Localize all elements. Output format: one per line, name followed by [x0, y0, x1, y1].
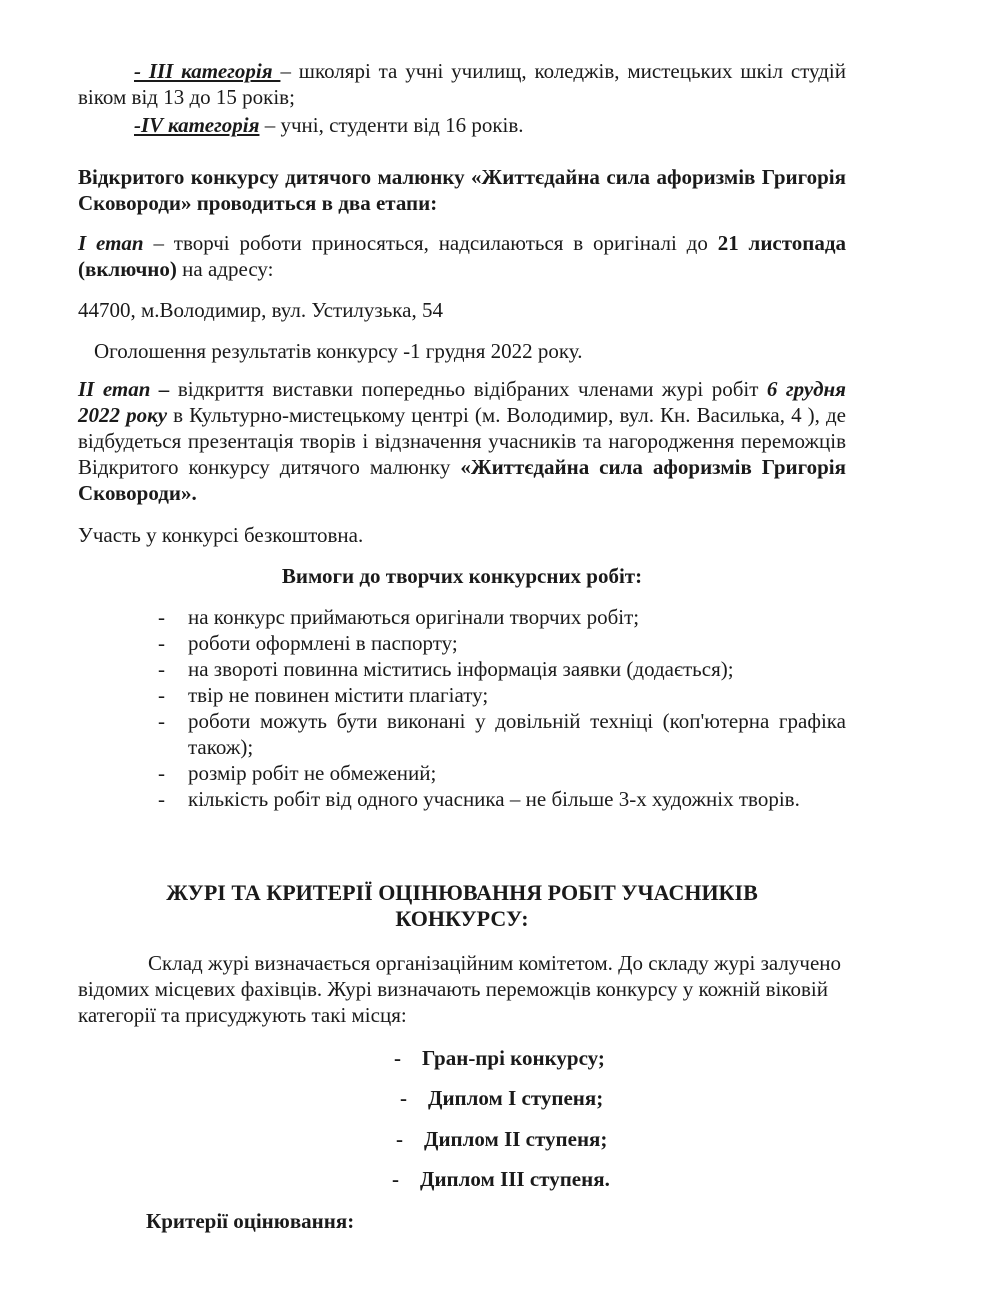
category-3-label: - III категорія — [134, 59, 281, 83]
stage-2-paragraph — [78, 376, 846, 506]
place-diploma-3: - Диплом ІІІ ступеня. — [392, 1167, 610, 1191]
stage-2-contest-name: «Життєдайна сила афоризмів Григорія Сковороди». — [78, 455, 846, 505]
stage-1-deadline: 21 листопада (включно) — [78, 231, 847, 281]
category-4-text: – учні, студенти від 16 років. — [259, 113, 524, 137]
requirement-item: - розмір робіт не обмежений; — [158, 760, 846, 786]
requirement-item: - твір не повинен містити плагіату; — [158, 682, 846, 708]
jury-text: Склад журі визначається організаційним комітетом. До складу журі залучено відомих місцевих фахівців. Журі визначають переможців конкурсу у кожній віковій категорії та присуджують такі місця: — [78, 951, 842, 1027]
place-diploma-2-label: Диплом ІІ ступеня; — [424, 1127, 608, 1151]
place-diploma-2: - Диплом ІІ ступеня; — [396, 1127, 608, 1151]
place-grand-prix: - Гран-прі конкурсу; — [394, 1046, 605, 1070]
place-diploma-1-label: Диплом І ступеня; — [428, 1086, 604, 1110]
category-4-label: -IV категорія — [134, 113, 260, 137]
place-diploma-1: - Диплом І ступеня; — [400, 1086, 604, 1110]
stage-2-text-a: відкриття виставки попередньо відібраних членами журі робіт — [169, 377, 767, 401]
category-3-text: – школярі та учні училищ, коледжів, мистецьких шкіл студій віком від 13 до 15 років; — [78, 59, 846, 109]
criteria-heading: Критерії оцінювання: — [146, 1209, 355, 1233]
place-grand-prix-label: Гран-прі конкурсу; — [422, 1046, 605, 1070]
stage-2-label: ІІ етап – — [78, 377, 170, 401]
stage-2-text-b: в Культурно-мистецькому центрі (м. Володимир, вул. Кн. Василька, 4 ), де відбудеться презентація творів і відзначення учасників та нагородження переможців Відкритого конкурсу дитячого малюнку — [78, 403, 846, 479]
stage-1-paragraph — [78, 230, 846, 282]
free-participation: Участь у конкурсі безкоштовна. — [78, 523, 364, 547]
requirement-item: - роботи оформлені в паспорту; — [158, 630, 846, 656]
requirements-list — [158, 604, 846, 812]
stage-1-text-b: на адресу: — [176, 257, 274, 281]
stage-1-label: І етап — [78, 231, 144, 255]
requirement-item: - роботи можуть бути виконані у довільній техніці (коп'ютерна графіка також); — [158, 708, 846, 760]
address: 44700, м.Володимир, вул. Устилузька, 54 — [78, 298, 443, 322]
jury-heading-line-2: КОНКУРСУ: — [395, 906, 529, 931]
category-4-paragraph — [78, 112, 846, 138]
results-announcement: Оголошення результатів конкурсу -1 грудня 2022 року. — [94, 339, 583, 363]
stages-intro: Відкритого конкурсу дитячого малюнку «Життєдайна сила афоризмів Григорія Сковороди» проводиться в два етапи: — [78, 165, 846, 215]
requirement-item: - на звороті повинна міститись інформація заявки (додається); — [158, 656, 846, 682]
requirements-heading: Вимоги до творчих конкурсних робіт: — [281, 564, 643, 588]
requirement-item: - на конкурс приймаються оригінали творчих робіт; — [158, 604, 846, 630]
stage-1-text-a: – творчі роботи приносяться, надсилаються в оригіналі до — [143, 231, 718, 255]
requirement-item: - кількість робіт від одного учасника – не більше 3-х художніх творів. — [158, 786, 846, 812]
place-diploma-3-label: Диплом ІІІ ступеня. — [420, 1167, 610, 1191]
category-3-paragraph — [78, 58, 846, 110]
stage-2-date: 6 грудня 2022 року — [78, 377, 846, 427]
jury-heading-line-1: ЖУРІ ТА КРИТЕРІЇ ОЦІНЮВАННЯ РОБІТ УЧАСНИКІВ — [166, 880, 758, 905]
